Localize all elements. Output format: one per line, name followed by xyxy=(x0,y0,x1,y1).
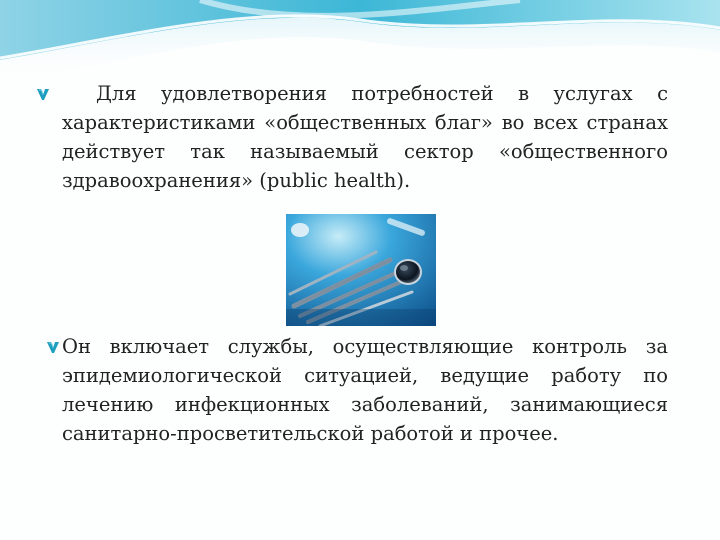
checkmark-v-icon xyxy=(36,87,50,101)
dental-instruments-photo xyxy=(286,214,436,326)
paragraph-services: Он включает службы, осуществляющие контроль за эпидемиологической ситуацией, ведущие работу по лечению инфекционных заболеваний, занимающиеся санитарно-просветительской работой и прочее. xyxy=(62,335,668,445)
checkmark-v-icon xyxy=(46,340,60,354)
header-wave-decoration xyxy=(0,0,720,90)
paragraph-public-goods: Для удовлетворения потребностей в услугах с характеристиками «общественных благ» во всех странах действует так называемый сектор «общественного здравоохранения» (public health). xyxy=(62,82,668,192)
